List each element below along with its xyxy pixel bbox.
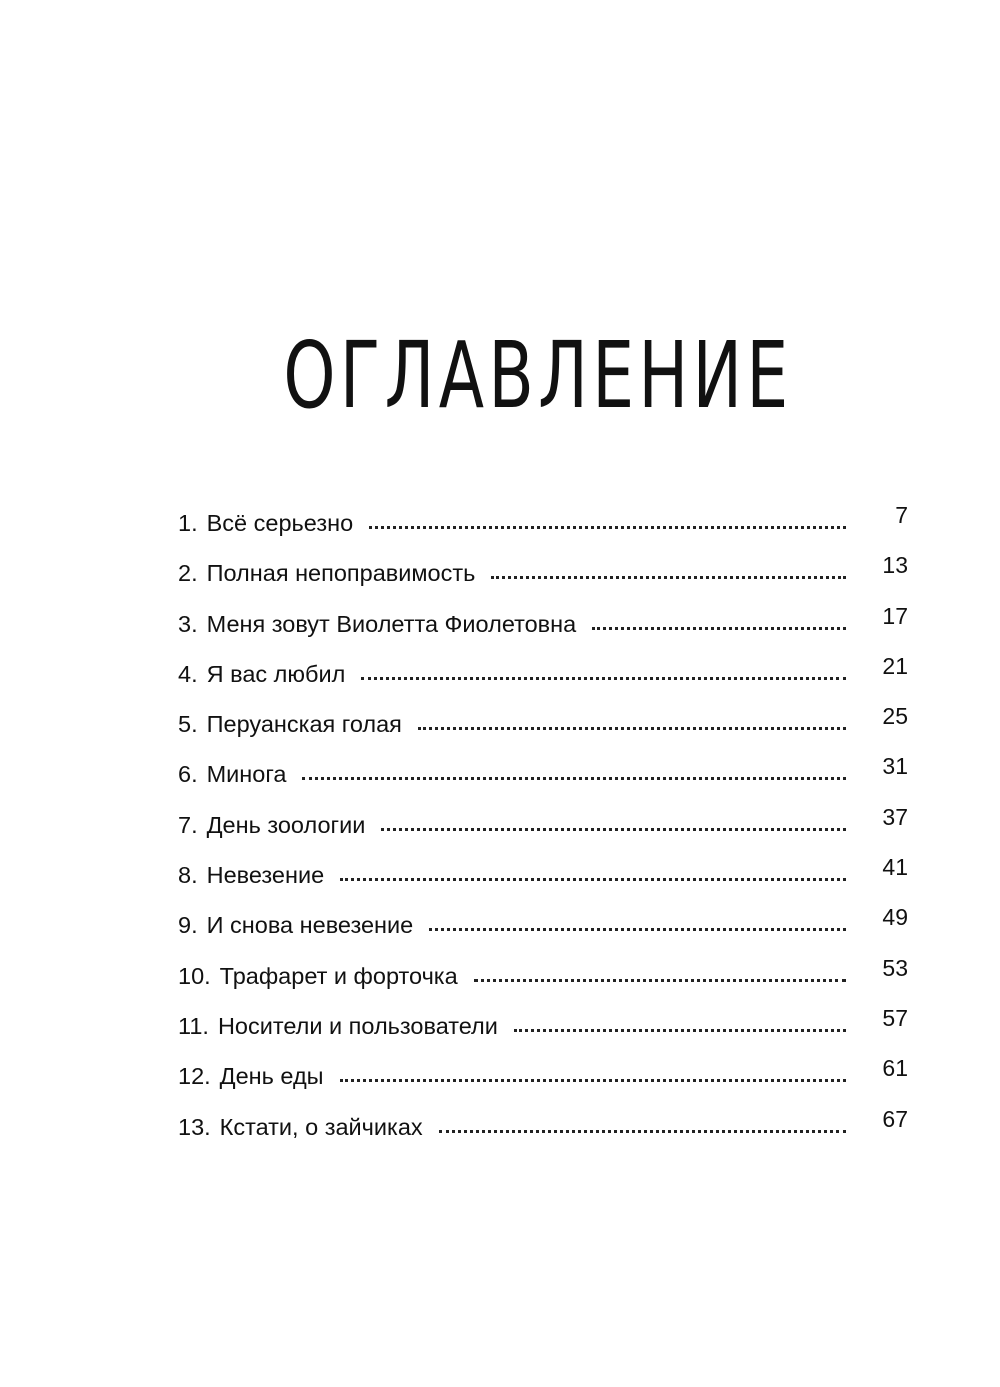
dot-leader — [592, 627, 846, 630]
toc-entry-title: Кстати, о зайчиках — [219, 1113, 423, 1140]
toc-entry-title: День зоологии — [206, 811, 366, 838]
toc-entry — [178, 753, 908, 811]
toc-entry-number: 10. — [178, 962, 211, 989]
toc-entry — [178, 602, 908, 661]
toc-entry — [178, 803, 908, 862]
toc-entry-title: Трафарет и форточка — [219, 962, 458, 989]
toc-entry-page: 7 — [895, 502, 908, 528]
toc-entry-title: Минога — [206, 761, 287, 788]
toc-entry-number: 9. — [178, 912, 198, 939]
toc-entry-number: 3. — [178, 610, 198, 637]
toc-entry — [178, 1004, 908, 1063]
toc-entry-title: И снова невезение — [206, 912, 414, 939]
dot-leader — [439, 1130, 846, 1133]
toc-entry-page: 57 — [882, 1004, 908, 1031]
toc-entry — [178, 954, 908, 1013]
dot-leader — [514, 1029, 846, 1032]
toc-entry-page: 67 — [882, 1105, 908, 1132]
dot-leader — [381, 828, 846, 831]
dot-leader — [340, 1079, 846, 1082]
toc-entry — [178, 703, 908, 761]
toc-entry — [178, 1055, 908, 1113]
toc-entry — [178, 652, 908, 711]
toc-entry-page: 53 — [882, 954, 908, 981]
page-title: ОГЛАВЛЕНИЕ — [283, 321, 793, 429]
toc-entry-number: 4. — [178, 660, 198, 687]
toc-entry — [178, 1105, 908, 1164]
dot-leader — [429, 928, 846, 931]
toc-entry-title: Меня зовут Виолетта Фиолетовна — [206, 610, 577, 637]
toc-entry — [178, 502, 908, 560]
toc-entry-page: 49 — [882, 904, 908, 931]
toc-entry-title: Я вас любил — [206, 660, 346, 687]
toc-entry-page: 61 — [882, 1055, 908, 1082]
toc-entry — [178, 854, 908, 912]
toc-entry-number: 7. — [178, 811, 198, 838]
toc-entry — [178, 552, 908, 610]
dot-leader — [491, 576, 846, 579]
dot-leader — [302, 777, 846, 780]
toc-entry-title: Полная непоправимость — [206, 560, 476, 587]
toc-entry-number: 6. — [178, 761, 198, 788]
dot-leader — [474, 979, 846, 982]
table-of-contents — [178, 502, 908, 1164]
toc-entry-number: 13. — [178, 1113, 211, 1140]
toc-entry-page: 17 — [882, 602, 908, 629]
dot-leader — [418, 727, 846, 730]
toc-entry-title: Носители и пользователи — [217, 1012, 498, 1039]
toc-entry-page: 37 — [882, 803, 908, 830]
toc-entry-page: 25 — [882, 703, 908, 730]
toc-entry-page: 21 — [882, 652, 908, 679]
dot-leader — [340, 878, 846, 881]
toc-entry-number: 11. — [178, 1012, 209, 1039]
toc-entry-number: 12. — [178, 1063, 211, 1090]
dot-leader — [361, 677, 846, 680]
toc-entry-page: 13 — [882, 552, 908, 579]
toc-entry-title: Невезение — [206, 862, 325, 889]
toc-entry-title: Перуанская голая — [206, 711, 402, 738]
toc-entry — [178, 904, 908, 962]
toc-entry-number: 8. — [178, 862, 198, 889]
toc-entry-number: 2. — [178, 560, 198, 587]
toc-entry-number: 1. — [178, 510, 198, 536]
toc-entry-page: 31 — [882, 753, 908, 780]
toc-entry-title: Всё серьезно — [206, 510, 354, 536]
toc-entry-title: День еды — [219, 1063, 324, 1090]
toc-entry-page: 41 — [882, 854, 908, 881]
toc-entry-number: 5. — [178, 711, 198, 738]
dot-leader — [369, 526, 846, 529]
